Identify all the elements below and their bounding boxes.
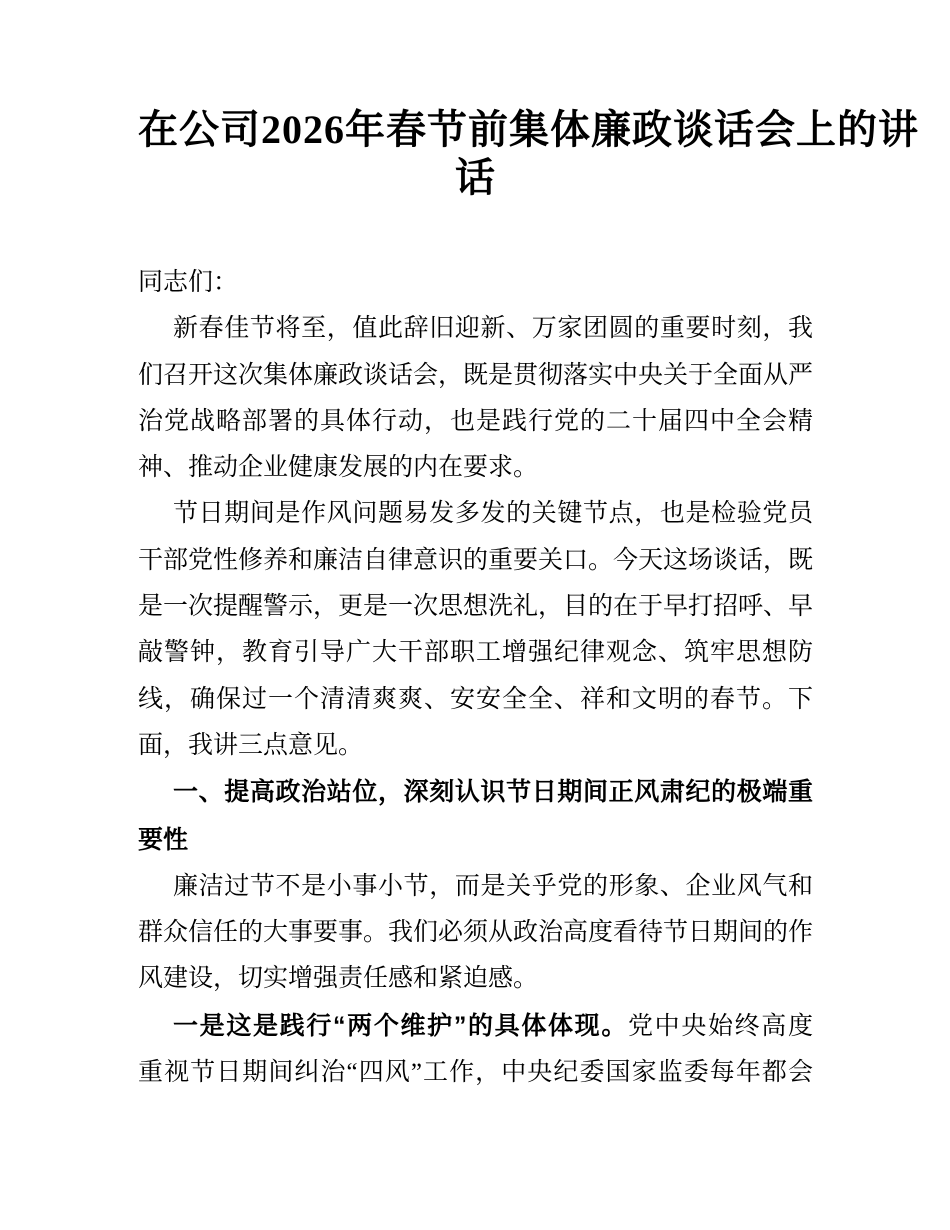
body-text: 治党战略部署的具体行动，也是践行党的二十届四中全会精 <box>138 407 813 435</box>
text-line <box>138 956 813 1002</box>
document-title <box>138 106 919 202</box>
text-line <box>138 723 813 769</box>
text-line <box>138 677 813 723</box>
body-text: 同志们： <box>138 269 239 296</box>
body-text: 重视节日期间纠治“四风”工作，中央纪委国家监委每年都会 <box>138 1059 813 1087</box>
section-heading-line <box>138 769 813 816</box>
body-text: 面，我讲三点意见。 <box>138 731 364 759</box>
text-line <box>138 864 813 910</box>
text-line <box>138 1003 813 1050</box>
text-line <box>138 910 813 956</box>
body-text: 党中央始终高度 <box>627 1012 813 1040</box>
text-line <box>138 353 813 399</box>
text-line <box>138 538 813 584</box>
body-text: 神、推动企业健康发展的内在要求。 <box>138 454 539 482</box>
body-text: 干部党性修养和廉洁自律意识的重要关口。今天这场谈话，既 <box>138 546 814 574</box>
text-line <box>138 491 813 537</box>
body-text: 群众信任的大事要事。我们必须从政治高度看待节日期间的作 <box>138 919 814 947</box>
body-text: 线，确保过一个清清爽爽、安安全全、祥和文明的春节。下 <box>138 685 813 713</box>
body-text: 敲警钟，教育引导广大干部职工增强纪律观念、筑牢思想防 <box>138 639 813 667</box>
document-body <box>138 260 813 1096</box>
body-text: 们召开这次集体廉政谈话会，既是贯彻落实中央关于全面从严 <box>138 361 814 389</box>
section-heading-line <box>138 817 813 864</box>
text-line <box>138 630 813 676</box>
text-line <box>138 306 813 352</box>
bold-text: 一、提高政治站位，深刻认识节日期间正风肃纪的极端重 <box>173 778 813 807</box>
body-text: 廉洁过节不是小事小节，而是关乎党的形象、企业风气和 <box>173 872 813 900</box>
text-line <box>138 399 813 445</box>
bold-text: 要性 <box>138 825 189 854</box>
text-line <box>138 584 813 630</box>
body-text: 节日期间是作风问题易发多发的关键节点，也是检验党员 <box>173 500 813 528</box>
body-text: 新春佳节将至，值此辞旧迎新、万家团圆的重要时刻，我 <box>173 315 813 343</box>
document-content <box>138 106 919 1096</box>
text-line <box>138 1050 813 1096</box>
title-line-2: 话 <box>455 155 496 200</box>
title-line-1: 在公司2026年春节前集体廉政谈话会上的讲 <box>138 107 919 152</box>
body-text: 是一次提醒警示，更是一次思想洗礼，目的在于早打招呼、早 <box>138 593 814 621</box>
body-text: 风建设，切实增强责任感和紧迫感。 <box>138 965 539 993</box>
bold-text: 一是这是践行“两个维护”的具体体现。 <box>173 1011 628 1040</box>
text-line <box>138 260 813 306</box>
text-line <box>138 445 813 491</box>
